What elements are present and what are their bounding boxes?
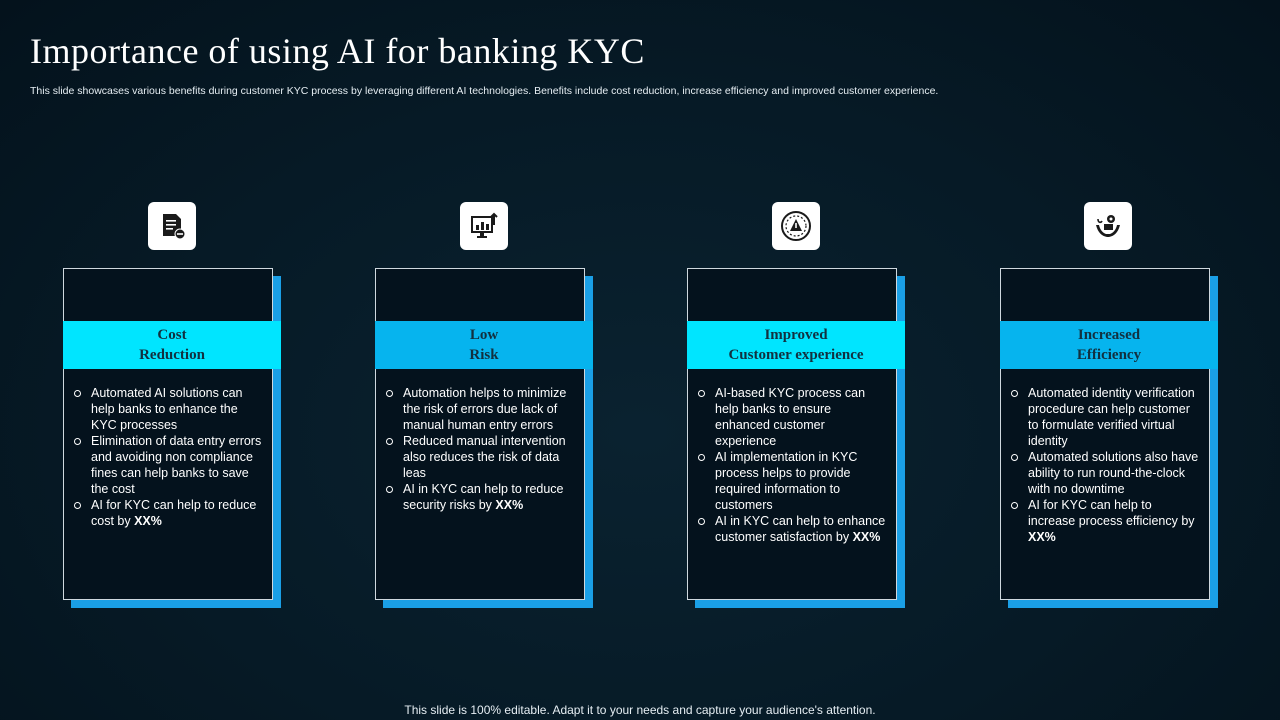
bullet-item: Automated solutions also have ability to run round-the-clock with no downtime bbox=[1010, 449, 1200, 497]
document-coin-icon bbox=[148, 202, 196, 250]
highlight-value: XX% bbox=[495, 498, 524, 512]
benefit-card-cost-reduction bbox=[63, 268, 273, 600]
bullet-text: AI for KYC can help to reduce cost by bbox=[91, 498, 257, 528]
bullet-item: AI implementation in KYC process helps to provide required information to customers bbox=[697, 449, 887, 513]
bullet-item: AI-based KYC process can help banks to ensure enhanced customer experience bbox=[697, 385, 887, 449]
card-heading bbox=[375, 321, 593, 369]
bullet-text: AI in KYC can help to reduce security risks by bbox=[403, 482, 564, 512]
hands-gear-icon bbox=[1084, 202, 1132, 250]
card-heading bbox=[1000, 321, 1218, 369]
bullet-list bbox=[697, 385, 887, 545]
bullet-item: Automated AI solutions can help banks to enhance the KYC processes bbox=[73, 385, 263, 433]
bullet-item bbox=[385, 481, 575, 513]
bullet-item: Elimination of data entry errors and avoiding non compliance fines can help banks to save the cost bbox=[73, 433, 263, 497]
bullet-text: AI in KYC can help to enhance customer satisfaction by bbox=[715, 514, 886, 544]
bullet-list bbox=[385, 385, 575, 513]
slide-title: Importance of using AI for banking KYC bbox=[30, 31, 645, 71]
card-heading-line1: Increased bbox=[1077, 327, 1141, 343]
slide-footer: This slide is 100% editable. Adapt it to your needs and capture your audience's attention. bbox=[404, 703, 876, 717]
bullet-text: AI for KYC can help to increase process efficiency by bbox=[1028, 498, 1195, 528]
bullet-item bbox=[1010, 497, 1200, 545]
gauge-warning-icon bbox=[772, 202, 820, 250]
highlight-value: XX% bbox=[1028, 530, 1056, 544]
card-heading-line2: Customer experience bbox=[728, 347, 864, 363]
card-heading-line1: Cost bbox=[157, 327, 187, 343]
bullet-list bbox=[73, 385, 263, 529]
bullet-item: Automated identity verification procedure can help customer to formulate verified virtual identity bbox=[1010, 385, 1200, 449]
chart-growth-icon bbox=[460, 202, 508, 250]
bullet-list bbox=[1010, 385, 1200, 545]
card-heading-line1: Improved bbox=[764, 327, 828, 343]
benefit-card-improved-customer-experience bbox=[687, 268, 897, 600]
card-heading-line2: Efficiency bbox=[1076, 347, 1142, 363]
card-heading bbox=[687, 321, 905, 369]
highlight-value: XX% bbox=[134, 514, 162, 528]
highlight-value: XX% bbox=[852, 530, 881, 544]
benefit-card-low-risk bbox=[375, 268, 585, 600]
card-heading-line1: Low bbox=[469, 327, 499, 343]
bullet-item: Automation helps to minimize the risk of errors due lack of manual human entry errors bbox=[385, 385, 575, 433]
bullet-item bbox=[73, 497, 263, 529]
card-heading-line2: Risk bbox=[469, 347, 499, 363]
slide-subtitle: This slide showcases various benefits during customer KYC process by leveraging different AI technologies. Benefits include cost reduction, increase efficiency and improved customer experience. bbox=[30, 85, 939, 97]
card-heading bbox=[63, 321, 281, 369]
card-heading-line2: Reduction bbox=[139, 347, 205, 363]
bullet-item: Reduced manual intervention also reduces the risk of data leas bbox=[385, 433, 575, 481]
benefit-card-increased-efficiency bbox=[1000, 268, 1210, 600]
bullet-item bbox=[697, 513, 887, 545]
